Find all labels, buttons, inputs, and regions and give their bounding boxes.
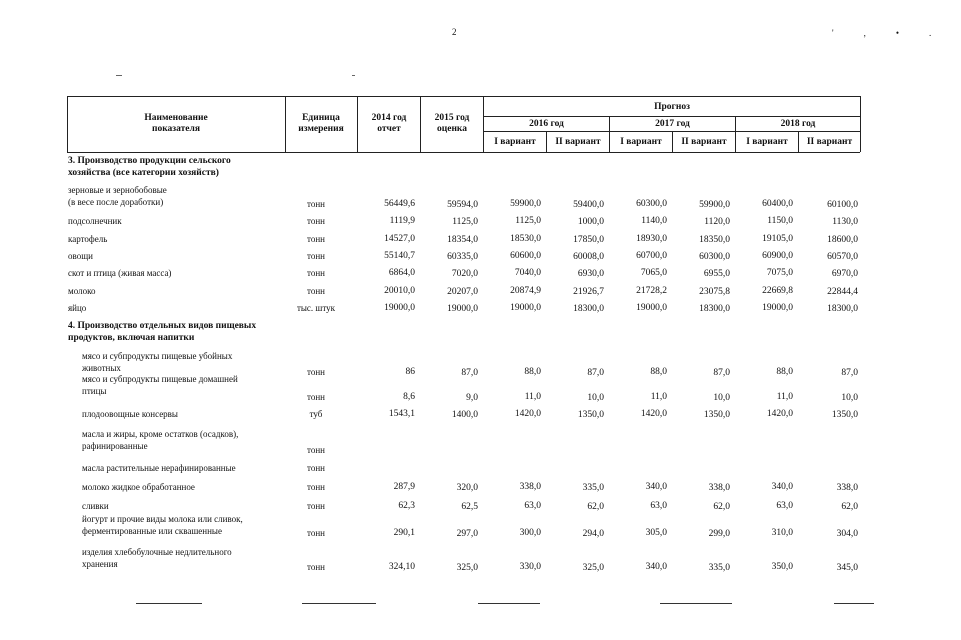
row-value: 59594,0	[447, 200, 478, 210]
row-value: 1350,0	[831, 410, 858, 420]
row-value: 60300,0	[699, 252, 730, 262]
row-value: 6864,0	[388, 268, 415, 278]
row-value: 60100,0	[827, 200, 858, 210]
header-year-2016: 2016 год	[529, 119, 564, 129]
row-value: 87,0	[461, 368, 478, 378]
row-value: 62,3	[398, 501, 415, 511]
row-value: 297,0	[456, 529, 478, 539]
row-value: 1120,0	[704, 217, 730, 227]
row-value: 1130,0	[832, 217, 858, 227]
row-value: 11,0	[776, 392, 793, 402]
row-value: 1543,1	[388, 409, 415, 419]
row-value: 86	[405, 367, 415, 377]
row-value: 55140,7	[384, 251, 415, 261]
header-variant-2: II вариант	[681, 137, 727, 147]
header-variant-2: II вариант	[555, 137, 601, 147]
row-value: 18300,0	[573, 304, 604, 314]
corner-mark: ',	[832, 28, 896, 38]
row-value: 63,0	[524, 501, 541, 511]
section-title: 3. Производство продукции сельского хозяйства (все категории хозяйств)	[68, 156, 231, 178]
row-value: 21926,7	[573, 287, 604, 297]
row-unit: тонн	[307, 482, 325, 492]
row-value: 1420,0	[514, 409, 541, 419]
row-value: 7075,0	[766, 268, 793, 278]
scan-tick	[352, 75, 355, 76]
row-value: 10,0	[713, 393, 730, 403]
row-value: 22844,4	[827, 287, 858, 297]
row-value: 21728,2	[636, 286, 667, 296]
row-value: 63,0	[776, 501, 793, 511]
row-value: 1125,0	[452, 217, 478, 227]
row-value: 299,0	[708, 529, 730, 539]
row-value: 7065,0	[640, 268, 667, 278]
row-name: йогурт и прочие виды молока или сливок, ферментированные или сквашенные	[82, 514, 243, 536]
row-name: молоко	[68, 286, 96, 296]
row-value: 60400,0	[762, 199, 793, 209]
row-value: 1125,0	[515, 216, 541, 226]
row-value: 338,0	[708, 483, 730, 493]
row-unit: тонн	[307, 463, 325, 473]
header-variant-2: II вариант	[806, 137, 853, 147]
row-value: 6930,0	[577, 269, 604, 279]
row-value: 56449,6	[384, 199, 415, 209]
row-value: 325,0	[456, 563, 478, 573]
row-value: 1350,0	[703, 410, 730, 420]
row-value: 330,0	[519, 562, 541, 572]
row-unit: тыс. штук	[296, 303, 336, 313]
row-unit: тонн	[307, 367, 325, 377]
row-value: 1000,0	[577, 217, 604, 227]
header-variant-1: I вариант	[620, 137, 662, 147]
row-value: 63,0	[650, 501, 667, 511]
row-value: 18600,0	[827, 235, 858, 245]
header-2015: 2015 год оценка	[434, 113, 470, 134]
row-value: 20207,0	[447, 287, 478, 297]
footer-line	[478, 603, 540, 604]
row-name: мясо и субпродукты пищевые убойных животных	[82, 351, 233, 373]
row-value: 19000,0	[510, 303, 541, 313]
row-name: сливки	[82, 501, 109, 511]
row-value: 350,0	[771, 562, 793, 572]
row-value: 18300,0	[827, 304, 858, 314]
row-unit: тонн	[307, 501, 325, 511]
row-value: 1400,0	[451, 410, 478, 420]
row-value: 325,0	[582, 563, 604, 573]
row-value: 62,0	[713, 502, 730, 512]
row-name: подсолнечник	[68, 216, 122, 226]
row-value: 300,0	[519, 528, 541, 538]
row-unit: тонн	[307, 251, 325, 261]
row-value: 6955,0	[703, 269, 730, 279]
row-unit: тонн	[307, 268, 325, 278]
row-value: 11,0	[524, 392, 541, 402]
row-value: 324,10	[388, 562, 415, 572]
row-value: 17850,0	[573, 235, 604, 245]
row-value: 304,0	[836, 529, 858, 539]
row-name: мясо и субпродукты пищевые домашней птицы	[82, 374, 238, 396]
row-value: 320,0	[456, 483, 478, 493]
row-name: масла и жиры, кроме остатков (осадков), рафинированные	[82, 429, 239, 451]
page-number: 2	[452, 27, 457, 37]
row-value: 60300,0	[636, 199, 667, 209]
row-value: 62,0	[587, 502, 604, 512]
row-name: молоко жидкое обработанное	[82, 482, 195, 492]
row-value: 1150,0	[767, 216, 793, 226]
row-value: 87,0	[587, 368, 604, 378]
row-value: 1420,0	[766, 409, 793, 419]
header-2014: 2014 год отчет	[371, 113, 407, 134]
row-value: 345,0	[836, 563, 858, 573]
row-value: 7040,0	[514, 268, 541, 278]
row-value: 59900,0	[510, 199, 541, 209]
row-unit: тонн	[307, 216, 325, 226]
row-value: 19000,0	[384, 303, 415, 313]
row-unit: тонн	[307, 199, 325, 209]
row-value: 1140,0	[641, 216, 667, 226]
header-year-2018: 2018 год	[780, 119, 816, 129]
row-unit: тонн	[307, 528, 325, 538]
header-name: Наименование показателя	[144, 113, 208, 134]
row-value: 10,0	[841, 393, 858, 403]
header-variant-1: I вариант	[494, 137, 536, 147]
row-value: 18300,0	[699, 304, 730, 314]
row-name: картофель	[68, 234, 108, 244]
scan-tick	[116, 75, 122, 76]
row-value: 19105,0	[762, 234, 793, 244]
row-value: 1350,0	[577, 410, 604, 420]
header-forecast: Прогноз	[654, 102, 690, 112]
header-unit: Единица измерения	[298, 113, 344, 134]
row-unit: тонн	[307, 234, 325, 244]
row-value: 338,0	[836, 483, 858, 493]
row-value: 60008,0	[573, 252, 604, 262]
row-name: масла растительные нерафинированные	[82, 463, 236, 473]
row-value: 335,0	[582, 483, 604, 493]
row-value: 19000,0	[762, 303, 793, 313]
row-value: 19000,0	[636, 303, 667, 313]
row-value: 6970,0	[831, 269, 858, 279]
row-unit: туб	[309, 409, 323, 419]
row-unit: тонн	[307, 562, 325, 572]
row-value: 310,0	[771, 528, 793, 538]
footer-line	[834, 603, 874, 604]
row-value: 14527,0	[384, 234, 415, 244]
row-value: 7020,0	[451, 269, 478, 279]
footer-line	[660, 603, 732, 604]
row-value: 294,0	[582, 529, 604, 539]
row-value: 60335,0	[447, 252, 478, 262]
row-value: 10,0	[587, 393, 604, 403]
row-value: 11,0	[650, 392, 667, 402]
row-value: 59400,0	[573, 200, 604, 210]
footer-line	[136, 603, 202, 604]
row-name: изделия хлебобулочные недлительного хранения	[82, 547, 232, 569]
row-value: 19000,0	[447, 304, 478, 314]
row-name: яйцо	[68, 303, 87, 313]
row-value: 88,0	[776, 367, 793, 377]
row-value: 9,0	[466, 393, 478, 403]
row-value: 18354,0	[447, 235, 478, 245]
row-value: 290,1	[393, 528, 415, 538]
section-title: 4. Производство отдельных видов пищевых продуктов, включая напитки	[68, 321, 257, 343]
header-year-2017: 2017 год	[655, 119, 690, 129]
row-value: 62,0	[841, 502, 858, 512]
row-value: 23075,8	[699, 287, 730, 297]
corner-marks	[832, 28, 961, 38]
row-value: 20010,0	[384, 286, 415, 296]
row-unit: тонн	[307, 286, 325, 296]
row-value: 60600,0	[510, 251, 541, 261]
row-unit: тонн	[307, 392, 325, 402]
row-value: 305,0	[645, 528, 667, 538]
row-value: 287,9	[393, 482, 415, 492]
row-value: 87,0	[713, 368, 730, 378]
row-value: 88,0	[524, 367, 541, 377]
row-name: плодоовощные консервы	[82, 409, 178, 419]
row-value: 18930,0	[636, 234, 667, 244]
row-value: 1119,9	[389, 216, 415, 226]
row-value: 60570,0	[827, 252, 858, 262]
row-name: зерновые и зернобобовые (в весе после доработки)	[68, 185, 167, 207]
row-value: 59900,0	[699, 200, 730, 210]
row-value: 18530,0	[510, 234, 541, 244]
header-variant-1: I вариант	[746, 137, 788, 147]
row-value: 60700,0	[636, 251, 667, 261]
corner-mark: •.	[895, 28, 961, 38]
row-value: 20874,9	[510, 286, 541, 296]
row-value: 335,0	[708, 563, 730, 573]
row-value: 340,0	[771, 482, 793, 492]
row-value: 340,0	[645, 562, 667, 572]
row-value: 87,0	[841, 368, 858, 378]
row-value: 60900,0	[762, 251, 793, 261]
row-value: 8,6	[403, 392, 415, 402]
row-value: 62,5	[461, 502, 478, 512]
row-value: 88,0	[650, 367, 667, 377]
row-value: 338,0	[519, 482, 541, 492]
row-value: 1420,0	[640, 409, 667, 419]
row-name: овощи	[68, 251, 93, 261]
footer-line	[302, 603, 376, 604]
row-unit: тонн	[307, 445, 325, 455]
row-value: 22669,8	[762, 286, 793, 296]
row-value: 18350,0	[699, 235, 730, 245]
row-name: скот и птица (живая масса)	[68, 268, 172, 278]
row-value: 340,0	[645, 482, 667, 492]
